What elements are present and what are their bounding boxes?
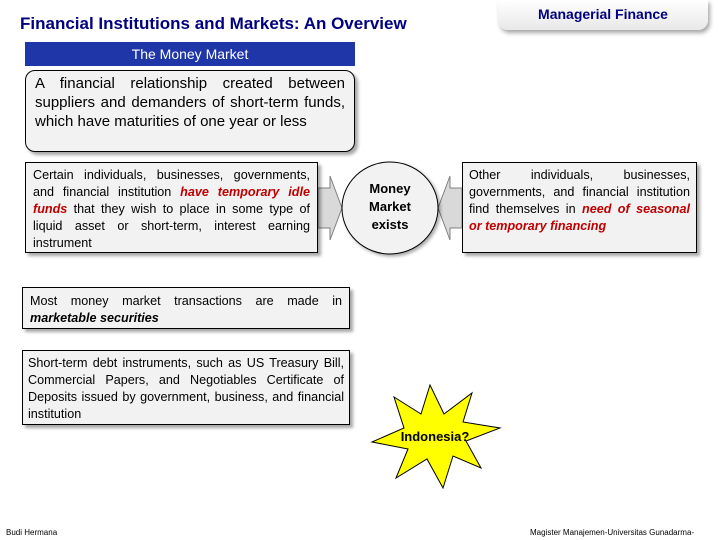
instruments-text: Short-term debt instruments, such as US Treasury Bill, Commercial Papers, and Negotiables Certificate of Deposits issued by government, business, and financial institution (28, 356, 344, 421)
callout-label: Indonesia? (400, 429, 470, 444)
suppliers-box (25, 162, 318, 253)
brand-tab: Managerial Finance (498, 0, 708, 30)
definition-text: A financial relationship created between suppliers and demanders of short-term funds, which have maturities of one year or less (35, 75, 345, 130)
arrow-left-icon (438, 176, 462, 240)
suppliers-text-end: that they wish to place in some type of liquid asset or short-term, interest earning instrument (33, 202, 310, 250)
suppliers-text: Certain individuals, businesses, governments, and financial institution (33, 168, 310, 199)
money-market-label: Money Market exists (369, 181, 411, 232)
footer-author: Budi Hermana (6, 528, 58, 537)
instruments-box (22, 350, 350, 425)
demanders-emphasis: need of seasonal or temporary financing (469, 202, 690, 233)
demanders-text: Other individuals, businesses, governments, and financial institution find themselves in (469, 168, 690, 216)
transactions-box (22, 287, 350, 329)
arrow-right-icon (318, 176, 342, 240)
footer-institution: Magister Manajemen-Universitas Gunadarma- (530, 528, 695, 537)
suppliers-emphasis: have temporary idle funds (33, 185, 310, 216)
transactions-emphasis: marketable securities (30, 311, 159, 325)
section-title-bar: The Money Market (25, 42, 355, 66)
transactions-text: Most money market transactions are made in (30, 294, 342, 308)
page-title: Financial Institutions and Markets: An Overview (20, 14, 407, 33)
demanders-box (462, 162, 697, 253)
